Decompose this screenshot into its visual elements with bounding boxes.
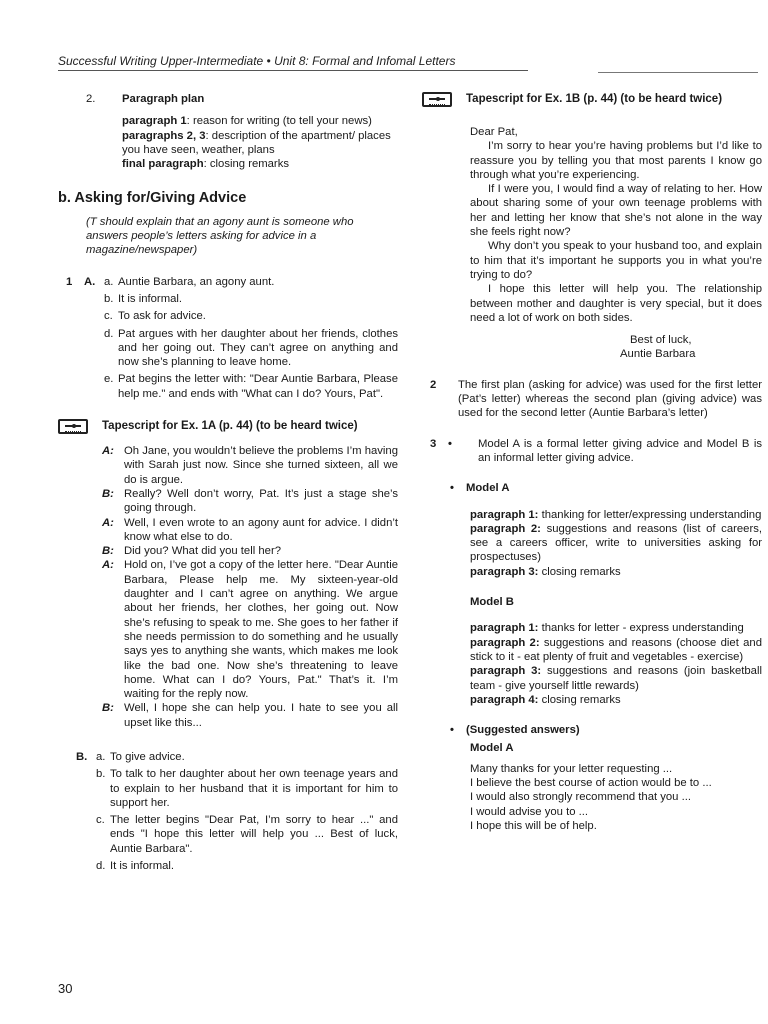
list-item: d. Pat argues with her daughter about her friends, clothes and her going out. They can’t agree on anything and now she’s planning to leave home. [104,327,398,369]
plan-title: Paragraph plan [122,93,205,105]
plan-line: paragraphs 2, 3: description of the apartment/ places you have seen, weather, plans [122,129,391,156]
model-b-lines [470,621,762,707]
model-line: paragraph 3: closing remarks [470,565,621,578]
list-item: d. It is informal. [96,860,175,873]
letter-paragraph: I’m sorry to hear you’re having problems but I’d like to reassure you by telling you that most parents I know go through what you’re experiencing. [470,140,762,181]
running-header: Successful Writing Upper-Intermediate • Unit 8: Formal and Infomal Letters [58,54,528,71]
section-heading: b. Asking for/Giving Advice [58,190,247,207]
suggested-line: I would advise you to ... [470,805,589,818]
suggested-line: Many thanks for your letter requesting ... [470,762,673,775]
bullet: • [448,437,452,450]
exercise-3-body [450,481,762,833]
cassette-icon [422,92,452,107]
page-number: 30 [58,981,73,996]
exercise-letter: B. [76,750,88,763]
exercise-number: 1 [66,275,73,288]
list-item: b. It is informal. [104,292,183,305]
tapescript-b-heading [422,92,762,107]
model-line: paragraph 1: thanks for letter - express understanding [470,622,744,635]
model-line: paragraph 4: closing remarks [470,693,621,706]
dialogue-line: B: Well, I hope she can help you. I hate to see you all upset like this... [102,702,398,729]
letter-paragraph: Why don’t you speak to your husband too, and explain to him that it’s important he supports you in what you’re trying to do? [470,240,762,281]
tapescript-title: Tapescript for Ex. 1A (p. 44) (to be heard twice) [102,420,358,433]
model-b-heading: Model B [470,596,514,609]
letter-closing: Best of luck, [630,334,692,347]
list-item: b. To talk to her daughter about her own teenage years and to explain to her husband that it is important for him to support her. [96,768,398,809]
cassette-icon [58,419,88,434]
item-number: 2. [86,93,96,105]
dialogue [102,444,398,730]
plan-line: paragraph 1: reason for writing (to tell your news) [122,115,372,128]
ex1a-list [104,275,398,401]
suggested-heading: • (Suggested answers) [450,724,580,737]
exercise-1b [58,750,398,873]
model-a-lines [470,508,762,579]
right-column [422,92,762,833]
header-rule [598,72,758,73]
model-line: paragraph 2: suggestions and reasons (choose diet and stick to it - eat plenty of fruit and vegetables - exercise) [470,636,762,663]
list-item: c. The letter begins "Dear Pat, I’m sorry to hear ..." and ends "I hope this letter will help you ... Best of luck, Auntie Barbara". [96,814,398,855]
ex1b-list [96,750,398,873]
plan-line: final paragraph: closing remarks [122,158,289,171]
dialogue-line: B: Really? Well don’t worry, Pat. It’s just a stage she’s going through. [102,487,398,515]
exercise-2 [422,378,762,421]
letter-paragraph: I hope this letter will help you. The relationship between mother and daughter is very special, but it does need a lot of work on both sides. [470,283,762,324]
exercise-text: The first plan (asking for advice) was used for the first letter (Pat’s letter) whereas the second plan (giving advice) was used for the second letter (Auntie Barbara’s letter) [458,378,762,420]
dialogue-line: A: Hold on, I’ve got a copy of the letter here. "Dear Auntie Barbara, Please help me. My sixteen-year-old daughter and I can’t agree on anything. We argue about her friends, her clothes, her going out. Now she’s refusing to speak to me. She goes to her father if she needs permission to do something and he usually says yes to anything she wants, which makes me look like the bad one. Now she’s threatening to leave home. What can I do? Yours, Pat." That’s it. I’m waiting for the reply now. [102,559,398,701]
model-line: paragraph 3: suggestions and reasons (join basketball team - give yourself little rewards) [470,665,762,692]
dialogue-line: A: Oh Jane, you wouldn’t believe the problems I’m having with Sarah just now. Since she turned sixteen, all we do is argue. [102,445,398,486]
model-a-heading: • Model A [450,482,510,495]
tapescript-title: Tapescript for Ex. 1B (p. 44) (to be heard twice) [466,93,723,106]
suggested-model-title: Model A [470,742,514,755]
list-item: e. Pat begins the letter with: "Dear Auntie Barbara, Please help me." and ends with "What can I do? Yours, Pat". [104,373,398,400]
suggested-line: I would also strongly recommend that you ... [470,791,692,804]
model-line: paragraph 2: suggestions and reasons (list of careers, see a careers officer, write to universities asking for prospectuses) [470,522,762,564]
letter [470,125,762,362]
exercise-letter: A. [84,275,96,288]
exercise-text: Model A is a formal letter giving advice and Model B is an informal letter giving advice. [478,437,762,464]
letter-paragraph: If I were you, I would find a way of relating to her. How about sharing some of your own teenage problems with her and letting her know that she’s not alone in the way she feels right now? [470,183,762,239]
section-note: (T should explain that an agony aunt is someone who answers people’s letters asking for advice in a magazine/newspaper) [86,215,354,257]
exercise-3 [422,437,762,466]
list-item: a. Auntie Barbara, an agony aunt. [104,275,275,288]
plan-lines [122,114,398,171]
tapescript-a-heading [58,419,398,434]
dialogue-line: A: Well, I even wrote to an agony aunt for advice. I didn’t know what else to do. [102,516,398,543]
left-column [58,92,398,873]
suggested-line: I believe the best course of action would be to ... [470,776,712,789]
model-line: paragraph 1: thanking for letter/expressing understanding [470,508,762,521]
paragraph-plan-block [58,92,398,171]
letter-salutation: Dear Pat, [470,126,518,138]
list-item: c. To ask for advice. [104,310,206,323]
exercise-number: 3 [430,437,437,450]
exercise-1a [58,275,398,401]
suggested-lines [470,762,762,833]
dialogue-line: B: Did you? What did you tell her? [102,545,281,558]
suggested-line: I hope this will be of help. [470,819,597,832]
exercise-number: 2 [430,378,437,391]
list-item: a. To give advice. [96,750,185,763]
letter-signature: Auntie Barbara [620,348,696,361]
